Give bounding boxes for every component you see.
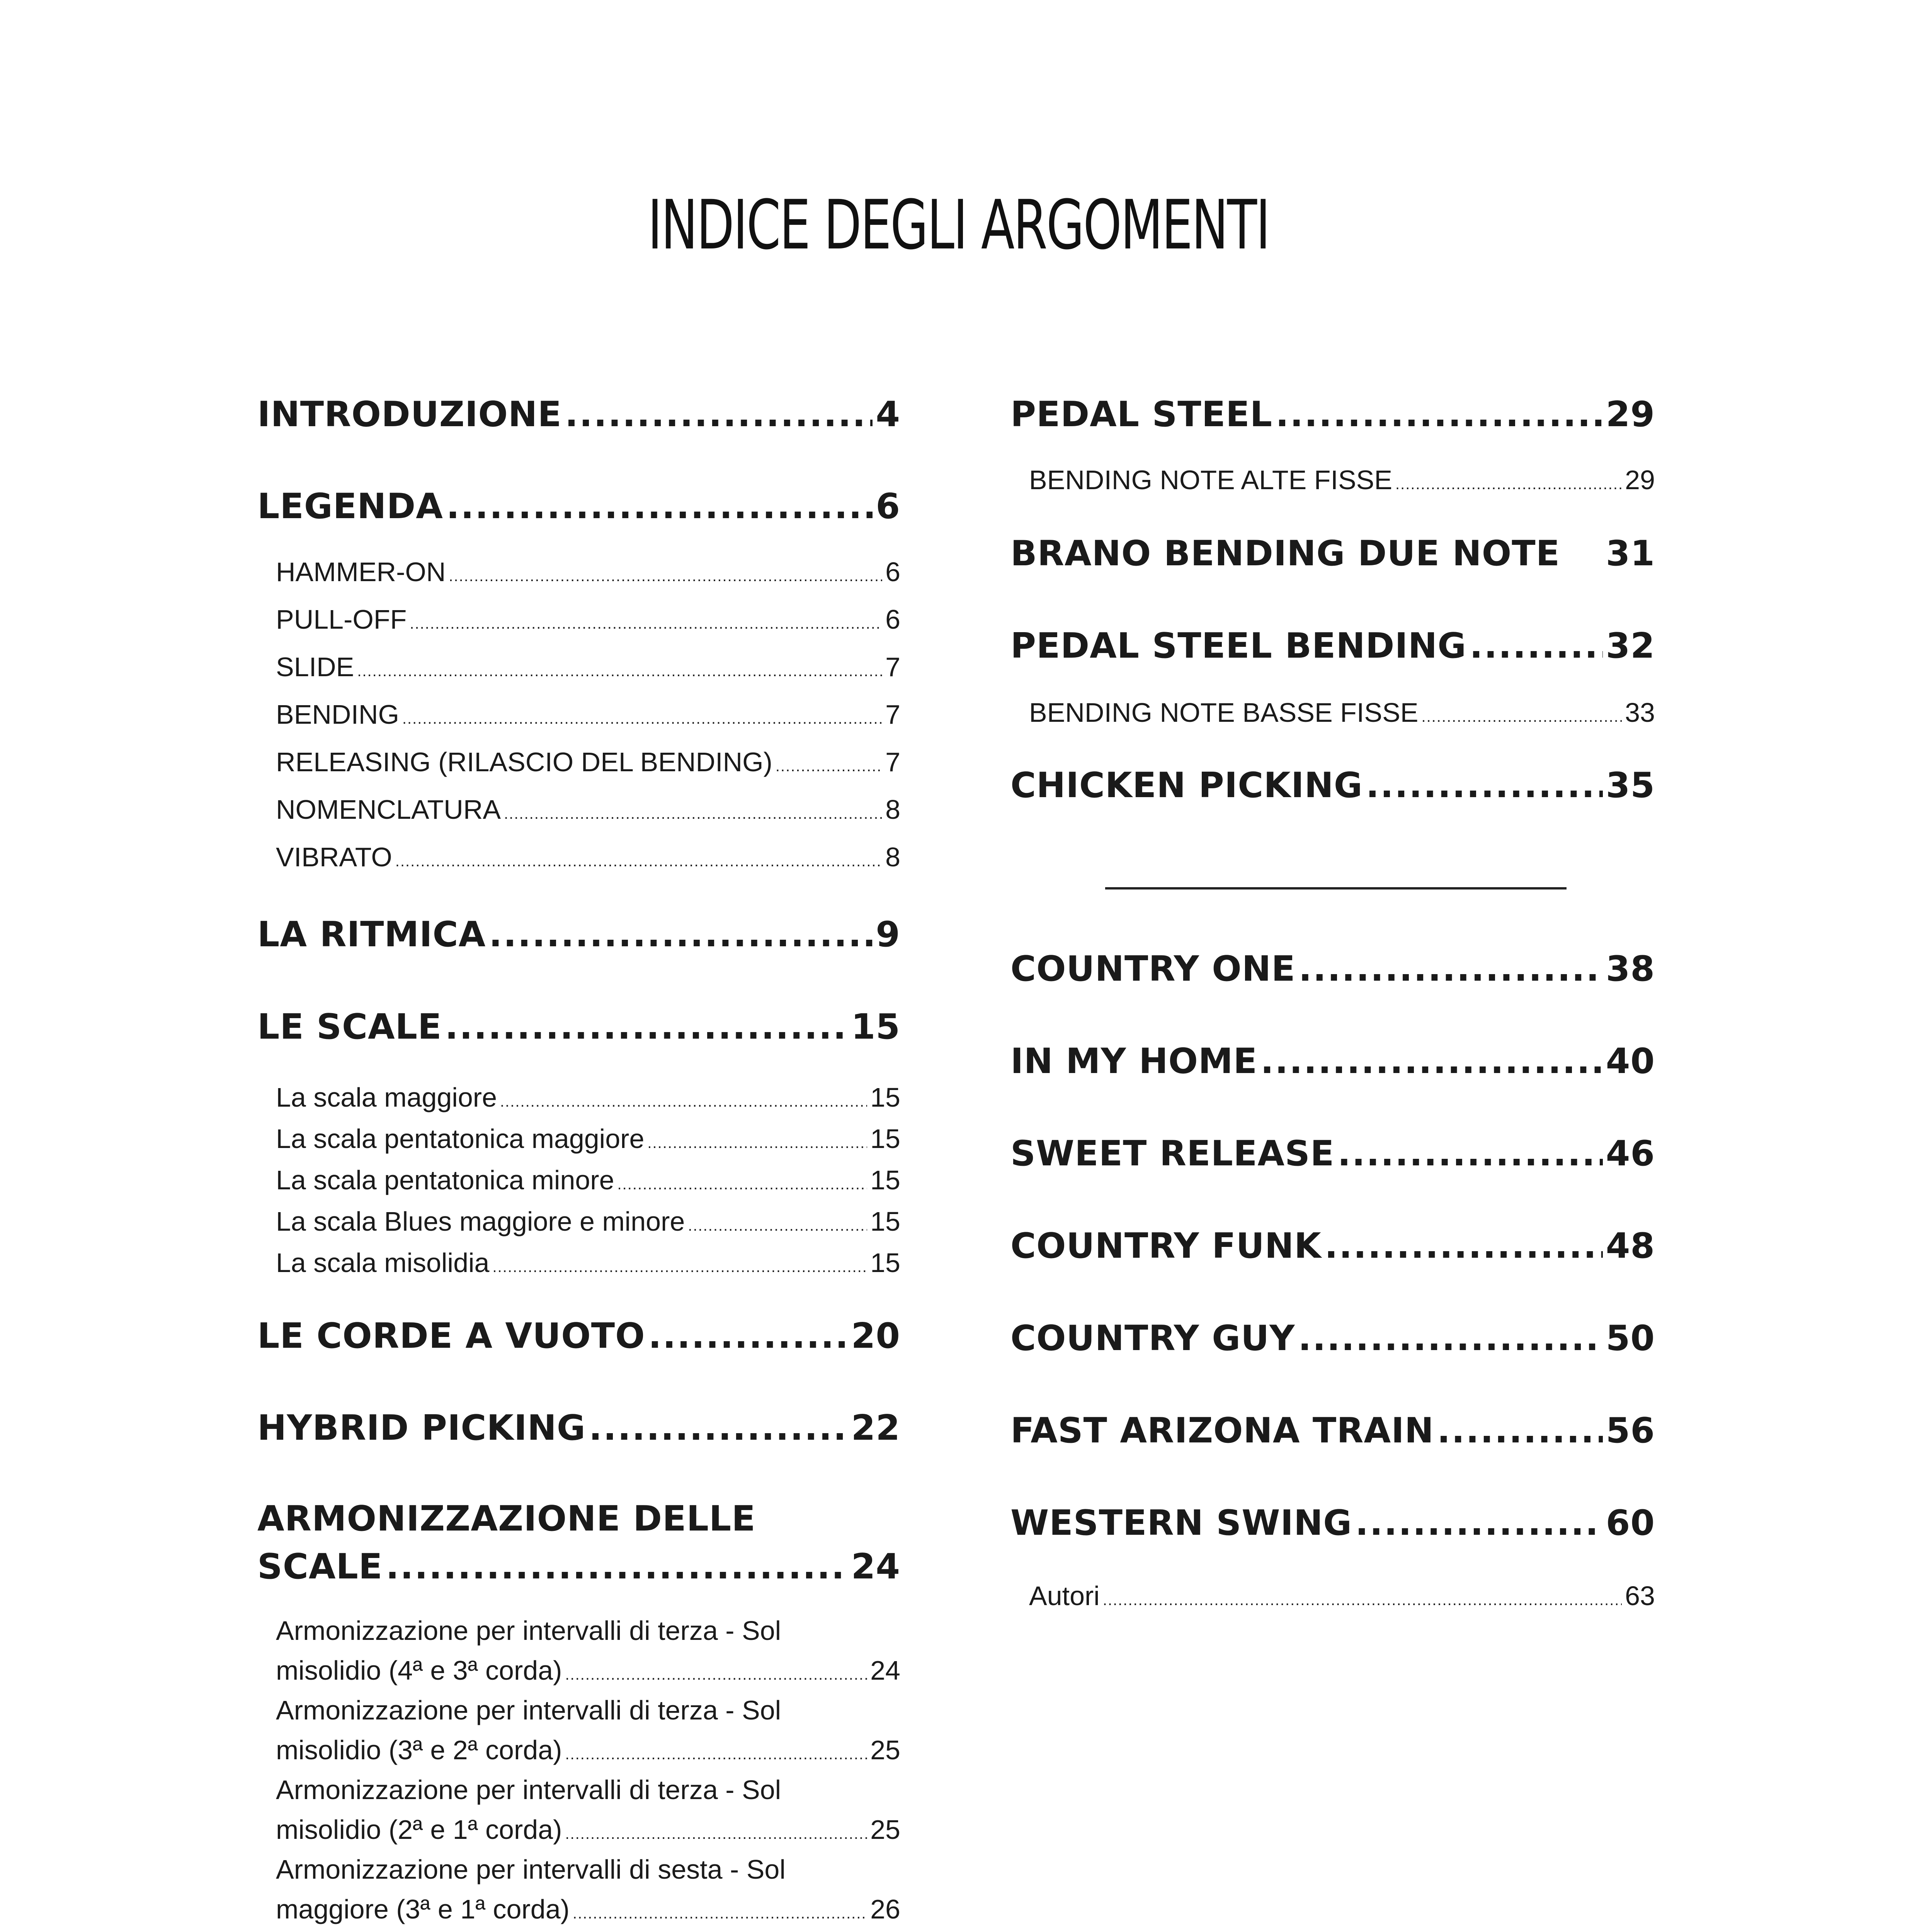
- dot-leader: [1337, 1133, 1602, 1174]
- dot-leader: [1366, 765, 1603, 806]
- entry-label: RELEASING (RILASCIO DEL BENDING): [276, 747, 772, 777]
- toc-entry-legenda[interactable]: [257, 486, 900, 527]
- entry-label: La scala pentatonica minore: [276, 1165, 614, 1195]
- dot-leader: [688, 1217, 867, 1235]
- toc-subentry[interactable]: [276, 842, 900, 872]
- toc-entry-song[interactable]: [1010, 949, 1655, 989]
- entry-page: 35: [1606, 765, 1655, 806]
- dot-leader: [573, 1905, 867, 1922]
- entry-page: 15: [870, 1248, 900, 1278]
- toc-subentry[interactable]: [276, 1894, 900, 1925]
- entry-label: LE CORDE A VUOTO: [257, 1316, 645, 1356]
- toc-subentry-line1: Armonizzazione per intervalli di terza - Sol: [276, 1616, 781, 1646]
- toc-subentry[interactable]: [1029, 697, 1655, 728]
- entry-label: IN MY HOME: [1010, 1041, 1258, 1082]
- toc-subentry[interactable]: [276, 556, 900, 587]
- toc-entry-song[interactable]: [1010, 1318, 1655, 1359]
- entry-page: 7: [885, 747, 900, 777]
- dot-leader: [1260, 1041, 1603, 1082]
- entry-page: 29: [1606, 394, 1655, 435]
- toc-entry-song[interactable]: [1010, 1410, 1655, 1451]
- entry-label: LEGENDA: [257, 486, 443, 527]
- dot-leader: [446, 486, 873, 527]
- entry-label: SWEET RELEASE: [1010, 1133, 1335, 1174]
- toc-entry-song[interactable]: [1010, 1226, 1655, 1266]
- entry-page: 50: [1606, 1318, 1655, 1359]
- toc-entry-chicken-picking[interactable]: [1010, 765, 1655, 806]
- entry-page: 56: [1606, 1410, 1655, 1451]
- toc-entry-pedal-steel[interactable]: [1010, 394, 1655, 435]
- entry-page: 32: [1606, 626, 1655, 666]
- entry-page: 25: [870, 1735, 900, 1765]
- entry-page: 15: [870, 1082, 900, 1112]
- entry-page: 6: [885, 604, 900, 634]
- dot-leader: [1470, 626, 1603, 666]
- dot-leader: [492, 1259, 867, 1276]
- entry-label: LE SCALE: [257, 1007, 442, 1047]
- dot-leader: [357, 663, 882, 680]
- entry-label: VIBRATO: [276, 842, 392, 872]
- toc-entry-pedal-steel-bending[interactable]: [1010, 626, 1655, 666]
- dot-leader: [410, 615, 882, 633]
- entry-label: PULL-OFF: [276, 604, 407, 634]
- entry-label: maggiore (3ª e 1ª corda): [276, 1894, 570, 1924]
- entry-page: 22: [851, 1408, 900, 1448]
- entry-page: 33: [1625, 697, 1655, 728]
- entry-label: BENDING NOTE ALTE FISSE: [1029, 465, 1393, 495]
- entry-page: 31: [1606, 533, 1655, 574]
- entry-page: 15: [870, 1124, 900, 1154]
- entry-label: BRANO BENDING DUE NOTE: [1010, 533, 1560, 574]
- entry-label: SCALE: [257, 1546, 383, 1587]
- entry-page: 4: [876, 394, 900, 435]
- dot-leader: [776, 758, 882, 775]
- dot-leader: [1298, 1318, 1602, 1359]
- entry-page: 29: [1625, 465, 1655, 495]
- entry-label: COUNTRY FUNK: [1010, 1226, 1322, 1266]
- dot-leader: [500, 1093, 867, 1111]
- toc-subentry[interactable]: [276, 1735, 900, 1765]
- entry-page: 26: [870, 1894, 900, 1924]
- toc-entry-brano-bending-due-note[interactable]: [1010, 533, 1655, 574]
- entry-label: misolidio (2ª e 1ª corda): [276, 1815, 562, 1845]
- entry-page: 24: [851, 1546, 900, 1587]
- toc-subentry[interactable]: [276, 1247, 900, 1278]
- toc-entry-song[interactable]: [1010, 1503, 1655, 1543]
- toc-subentry[interactable]: [276, 1123, 900, 1154]
- toc-subentry[interactable]: [276, 747, 900, 777]
- dot-leader: [617, 1176, 867, 1193]
- entry-label: misolidio (3ª e 2ª corda): [276, 1735, 562, 1765]
- dot-leader: [1421, 708, 1622, 726]
- entry-label: INTRODUZIONE: [257, 394, 562, 435]
- toc-subentry[interactable]: [276, 604, 900, 635]
- toc-entry-le-scale[interactable]: [257, 1007, 900, 1047]
- section-divider: [1105, 887, 1567, 889]
- entry-label: NOMENCLATURA: [276, 794, 501, 825]
- dot-leader: [449, 568, 882, 585]
- toc-entry-song[interactable]: [1010, 1133, 1655, 1174]
- entry-page: 9: [876, 914, 900, 955]
- entry-label: La scala misolidia: [276, 1248, 490, 1278]
- toc-entry-armonizzazione-line1: ARMONIZZAZIONE DELLE: [257, 1498, 756, 1539]
- toc-entry-hybrid-picking[interactable]: [257, 1408, 900, 1448]
- dot-leader: [489, 914, 873, 955]
- toc-subentry[interactable]: [276, 1655, 900, 1686]
- entry-page: 20: [851, 1316, 900, 1356]
- toc-entry-la-ritmica[interactable]: [257, 914, 900, 955]
- entry-page: 7: [885, 652, 900, 682]
- toc-subentry[interactable]: [276, 651, 900, 682]
- toc-subentry[interactable]: [276, 1082, 900, 1113]
- toc-entry-introduzione[interactable]: [257, 394, 900, 435]
- toc-entry-le-corde-a-vuoto[interactable]: [257, 1316, 900, 1356]
- toc-subentry[interactable]: [276, 794, 900, 825]
- dot-leader: [565, 1666, 867, 1684]
- dot-leader: [565, 1825, 867, 1843]
- entry-page: 40: [1606, 1041, 1655, 1082]
- entry-label: misolidio (4ª e 3ª corda): [276, 1655, 562, 1685]
- entry-label: PEDAL STEEL BENDING: [1010, 626, 1467, 666]
- toc-subentry-autori[interactable]: [1029, 1580, 1655, 1611]
- entry-label: PEDAL STEEL: [1010, 394, 1273, 435]
- dot-leader: [565, 394, 873, 435]
- entry-label: La scala maggiore: [276, 1082, 497, 1112]
- entry-label: LA RITMICA: [257, 914, 486, 955]
- dot-leader: [647, 1134, 867, 1152]
- dot-leader: [1276, 394, 1603, 435]
- entry-page: 60: [1606, 1503, 1655, 1543]
- entry-page: 7: [885, 699, 900, 730]
- entry-label: La scala pentatonica maggiore: [276, 1124, 645, 1154]
- dot-leader: [504, 805, 882, 823]
- dot-leader: [386, 1546, 848, 1587]
- dot-leader: [1355, 1503, 1603, 1543]
- dot-leader: [402, 710, 882, 728]
- dot-leader: [1395, 476, 1622, 493]
- toc-subentry-line1: Armonizzazione per intervalli di terza - Sol: [276, 1775, 781, 1805]
- entry-page: 6: [876, 486, 900, 527]
- dot-leader: [1437, 1410, 1603, 1451]
- entry-label: CHICKEN PICKING: [1010, 765, 1363, 806]
- entry-label: WESTERN SWING: [1010, 1503, 1352, 1543]
- page-title: INDICE DEGLI ARGOMENTI: [648, 185, 1269, 265]
- entry-label: COUNTRY GUY: [1010, 1318, 1295, 1359]
- dot-leader: [648, 1316, 848, 1356]
- dot-leader: [589, 1408, 848, 1448]
- dot-leader: [1103, 1592, 1622, 1609]
- entry-page: 6: [885, 557, 900, 587]
- entry-label: SLIDE: [276, 652, 354, 682]
- entry-label: HAMMER-ON: [276, 557, 446, 587]
- entry-label: HYBRID PICKING: [257, 1408, 586, 1448]
- toc-subentry[interactable]: [276, 1165, 900, 1196]
- entry-page: 24: [870, 1655, 900, 1685]
- entry-page: 8: [885, 842, 900, 872]
- entry-label: BENDING: [276, 699, 399, 730]
- entry-label: Autori: [1029, 1581, 1100, 1611]
- toc-subentry[interactable]: [1029, 464, 1655, 495]
- entry-label: COUNTRY ONE: [1010, 949, 1296, 989]
- dot-leader: [1325, 1226, 1603, 1266]
- entry-label: FAST ARIZONA TRAIN: [1010, 1410, 1434, 1451]
- entry-page: 38: [1606, 949, 1655, 989]
- dot-leader: [395, 853, 882, 870]
- dot-leader: [445, 1007, 848, 1047]
- entry-label: La scala Blues maggiore e minore: [276, 1206, 685, 1236]
- dot-leader: [1299, 949, 1603, 989]
- entry-page: 15: [851, 1007, 900, 1047]
- toc-subentry[interactable]: [276, 1206, 900, 1237]
- toc-subentry[interactable]: [276, 699, 900, 730]
- entry-page: 25: [870, 1815, 900, 1845]
- toc-entry-armonizzazione[interactable]: [257, 1546, 900, 1587]
- toc-subentry-line1: Armonizzazione per intervalli di sesta - Sol: [276, 1854, 786, 1884]
- entry-page: 63: [1625, 1581, 1655, 1611]
- entry-page: 15: [870, 1165, 900, 1195]
- dot-leader: [565, 1746, 867, 1763]
- toc-entry-song[interactable]: [1010, 1041, 1655, 1082]
- toc-subentry-line1: Armonizzazione per intervalli di terza - Sol: [276, 1695, 781, 1725]
- entry-page: 46: [1606, 1133, 1655, 1174]
- entry-page: 15: [870, 1206, 900, 1236]
- entry-page: 8: [885, 794, 900, 825]
- toc-subentry[interactable]: [276, 1814, 900, 1845]
- entry-page: 48: [1606, 1226, 1655, 1266]
- entry-label: BENDING NOTE BASSE FISSE: [1029, 697, 1419, 728]
